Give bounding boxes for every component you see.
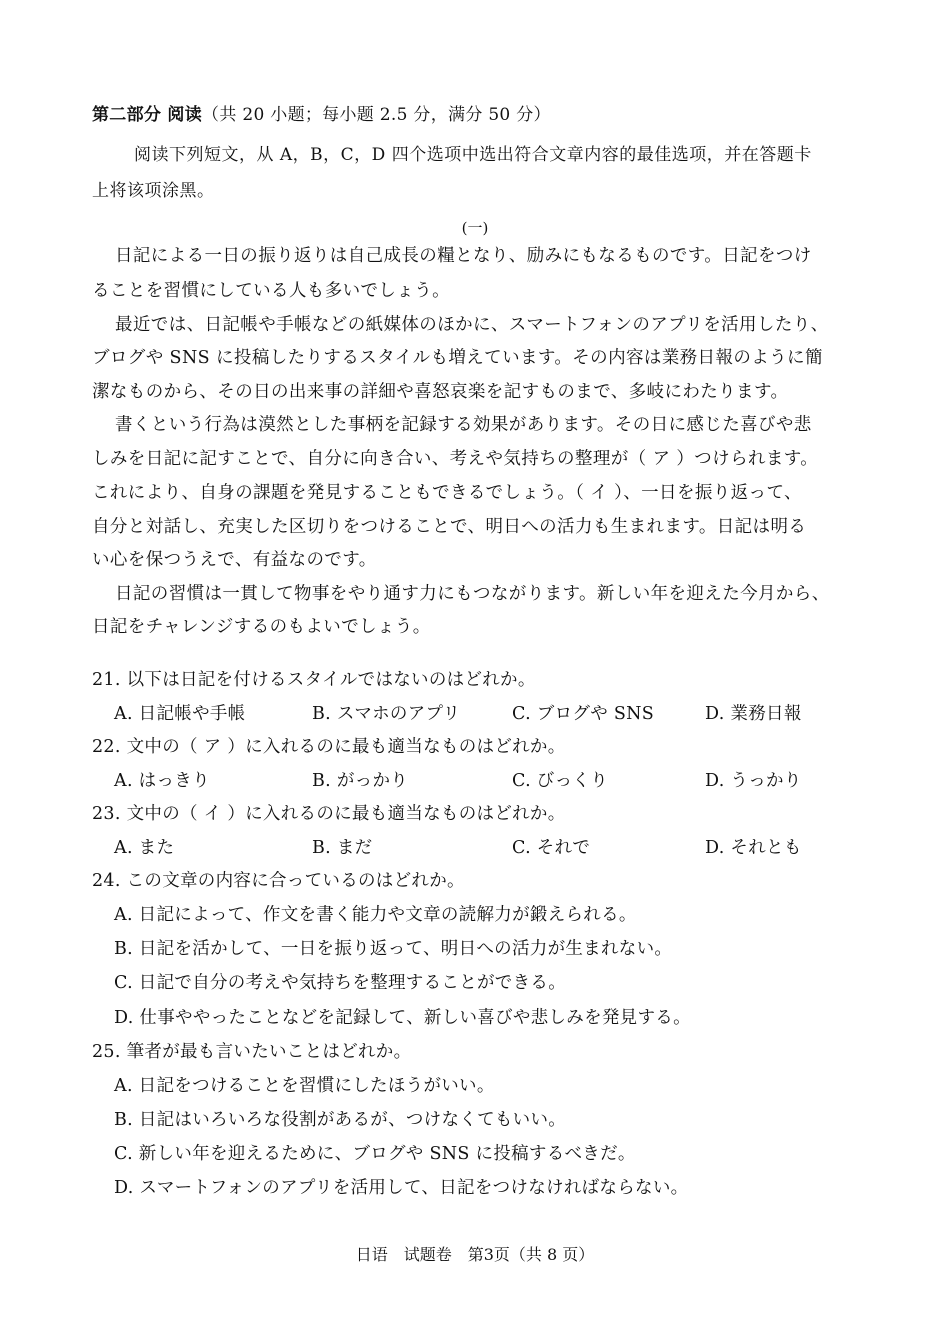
- question-23-option-b[interactable]: B. まだ: [312, 838, 373, 858]
- instruction-line-2: 上将该项涂黑。: [92, 181, 215, 201]
- question-22-stem: 22. 文中の（ ア ）に入れるのに最も適当なものはどれか。: [92, 737, 566, 757]
- question-23-option-a[interactable]: A. また: [114, 838, 175, 858]
- passage-line: 自分と対話し、充実した区切りをつけることで、明日への活力も生まれます。日記は明る: [92, 517, 807, 537]
- question-24-option-c[interactable]: C. 日記で自分の考えや気持ちを整理することができる。: [114, 973, 566, 993]
- question-22-option-d[interactable]: D. うっかり: [705, 771, 802, 791]
- passage-line: 日記をチャレンジするのもよいでしょう。: [92, 617, 431, 637]
- question-25-stem: 25. 筆者が最も言いたいことはどれか。: [92, 1042, 412, 1062]
- question-25-option-d[interactable]: D. スマートフォンのアプリを活用して、日記をつけなければならない。: [114, 1178, 689, 1198]
- question-22-option-a[interactable]: A. はっきり: [114, 771, 210, 791]
- question-21-option-b[interactable]: B. スマホのアプリ: [312, 704, 461, 724]
- question-25-option-a[interactable]: A. 日記をつけることを習慣にしたほうがいい。: [114, 1076, 495, 1096]
- question-23-stem: 23. 文中の（ イ ）に入れるのに最も適当なものはどれか。: [92, 804, 566, 824]
- passage-line: しみを日記に記すことで、自分に向き合い、考えや気持ちの整理が（ ア ）つけられます。: [92, 449, 819, 469]
- passage-line: これにより、自身の課題を発見することもできるでしょう。（ イ ）、一日を振り返って、: [92, 483, 802, 503]
- section-header: [92, 100, 551, 125]
- question-24-option-d[interactable]: D. 仕事ややったことなどを記録して、新しい喜びや悲しみを発見する。: [114, 1008, 691, 1028]
- question-24-option-a[interactable]: A. 日記によって、作文を書く能力や文章の読解力が鍛えられる。: [114, 905, 637, 925]
- question-25-option-b[interactable]: B. 日記はいろいろな役割があるが、つけなくてもいい。: [114, 1110, 567, 1130]
- question-22-option-c[interactable]: C. びっくり: [512, 771, 608, 791]
- question-23-option-c[interactable]: C. それで: [512, 838, 591, 858]
- question-23-option-d[interactable]: D. それとも: [705, 838, 802, 858]
- passage-line: 最近では、日記帳や手帳などの紙媒体のほかに、スマートフォンのアプリを活用したり、: [115, 315, 829, 335]
- passage-line: 日記による一日の振り返りは自己成長の糧となり、励みにもなるものです。日記をつけ: [115, 246, 812, 266]
- question-24-stem: 24. この文章の内容に合っているのはどれか。: [92, 871, 465, 891]
- question-25-option-c[interactable]: C. 新しい年を迎えるために、ブログや SNS に投稿するべきだ。: [114, 1144, 636, 1164]
- passage-line: ブログや SNS に投稿したりするスタイルも増えています。その内容は業務日報のように簡: [92, 348, 823, 368]
- instruction-line-1: 阅读下列短文，从 A，B，C，D 四个选项中选出符合文章内容的最佳选项，并在答题卡: [134, 145, 812, 165]
- question-22-option-b[interactable]: B. がっかり: [312, 771, 409, 791]
- passage-line: 日記の習慣は一貫して物事をやり通す力にもつながります。新しい年を迎えた今月から、: [115, 584, 830, 604]
- passage-line: ることを習慣にしている人も多いでしょう。: [92, 281, 450, 301]
- question-21-option-d[interactable]: D. 業務日報: [705, 704, 802, 724]
- question-21-stem: 21. 以下は日記を付けるスタイルではないのはどれか。: [92, 670, 536, 690]
- question-24-option-b[interactable]: B. 日記を活かして、一日を振り返って、明日への活力が生まれない。: [114, 939, 673, 959]
- question-21-option-c[interactable]: C. ブログや SNS: [512, 704, 655, 724]
- question-21-option-a[interactable]: A. 日記帳や手帳: [114, 704, 246, 724]
- section-scoring: （共 20 小题；每小题 2.5 分，满分 50 分）: [202, 105, 551, 125]
- passage-number: (一): [461, 219, 489, 237]
- passage-line: 潔なものから、その日の出来事の詳細や喜怒哀楽を記すものまで、多岐にわたります。: [92, 382, 789, 402]
- passage-line: 書くという行為は漠然とした事柄を記録する効果があります。その日に感じた喜びや悲: [115, 415, 812, 435]
- page-footer: 日语 试题卷 第3页（共 8 页）: [355, 1245, 595, 1264]
- section-title: 第二部分 阅读: [92, 105, 203, 125]
- passage-line: い心を保つうえで、有益なのです。: [92, 550, 377, 570]
